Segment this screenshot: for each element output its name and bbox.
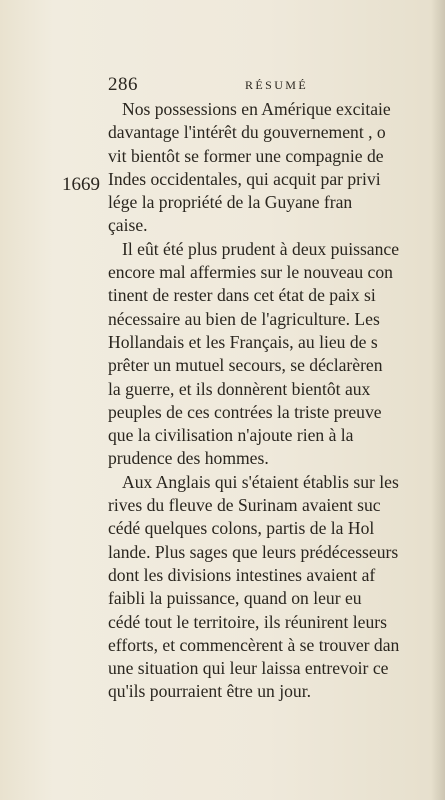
body-text (108, 98, 442, 704)
running-title: RÉSUMÉ (245, 78, 309, 92)
text-line: tinent de rester dans cet état de paix si (108, 285, 376, 306)
text-line: Indes occidentales, qui acquit par privi (108, 168, 381, 189)
text-line: cédé quelques colons, partis de la Hol (108, 518, 375, 539)
text-line: que la civilisation n'ajoute rien à la (108, 425, 354, 446)
text-line: prêter un mutuel secours, se déclarèren (108, 355, 383, 376)
text-line: une situation qui leur laissa entrevoir ce (108, 658, 389, 679)
text-line: lége la propriété de la Guyane fran (108, 192, 353, 213)
text-line: çaise. (108, 215, 148, 236)
text-line: efforts, et commencèrent à se trouver dan (108, 634, 400, 655)
text-line: rives du fleuve de Surinam avaient suc (108, 495, 381, 516)
text-line: davantage l'intérêt du gouvernement , o (108, 122, 386, 143)
paragraph (108, 238, 442, 471)
text-line: peuples de ces contrées la triste preuve (108, 401, 382, 422)
margin-year-note: 1669 (62, 174, 100, 195)
paragraph (108, 98, 442, 238)
text-line: nécessaire au bien de l'agriculture. Les (108, 308, 380, 329)
text-line: Nos possessions en Amérique excitaie (122, 99, 391, 119)
text-line: cédé tout le territoire, ils réunirent leurs (108, 611, 387, 632)
text-line: encore mal affermies sur le nouveau con (108, 262, 393, 283)
text-line: Aux Anglais qui s'étaient établis sur les (122, 471, 399, 492)
text-line: Hollandais et les Français, au lieu de s (108, 331, 378, 352)
page-header (108, 74, 438, 96)
text-line: dont les divisions intestines avaient af (108, 564, 376, 585)
text-line: faibli la puissance, quand on leur eu (108, 588, 362, 609)
text-line: la guerre, et ils donnèrent bientôt aux (108, 378, 371, 399)
text-line: Il eût été plus prudent à deux puissance (122, 238, 400, 259)
text-line: prudence des hommes. (108, 448, 269, 469)
text-line: vit bientôt se former une compagnie de (108, 145, 384, 166)
paragraph (108, 471, 442, 704)
text-line: lande. Plus sages que leurs prédécesseurs (108, 541, 399, 562)
page-number: 286 (108, 74, 138, 95)
text-line: qu'ils pourraient être un jour. (108, 681, 312, 702)
